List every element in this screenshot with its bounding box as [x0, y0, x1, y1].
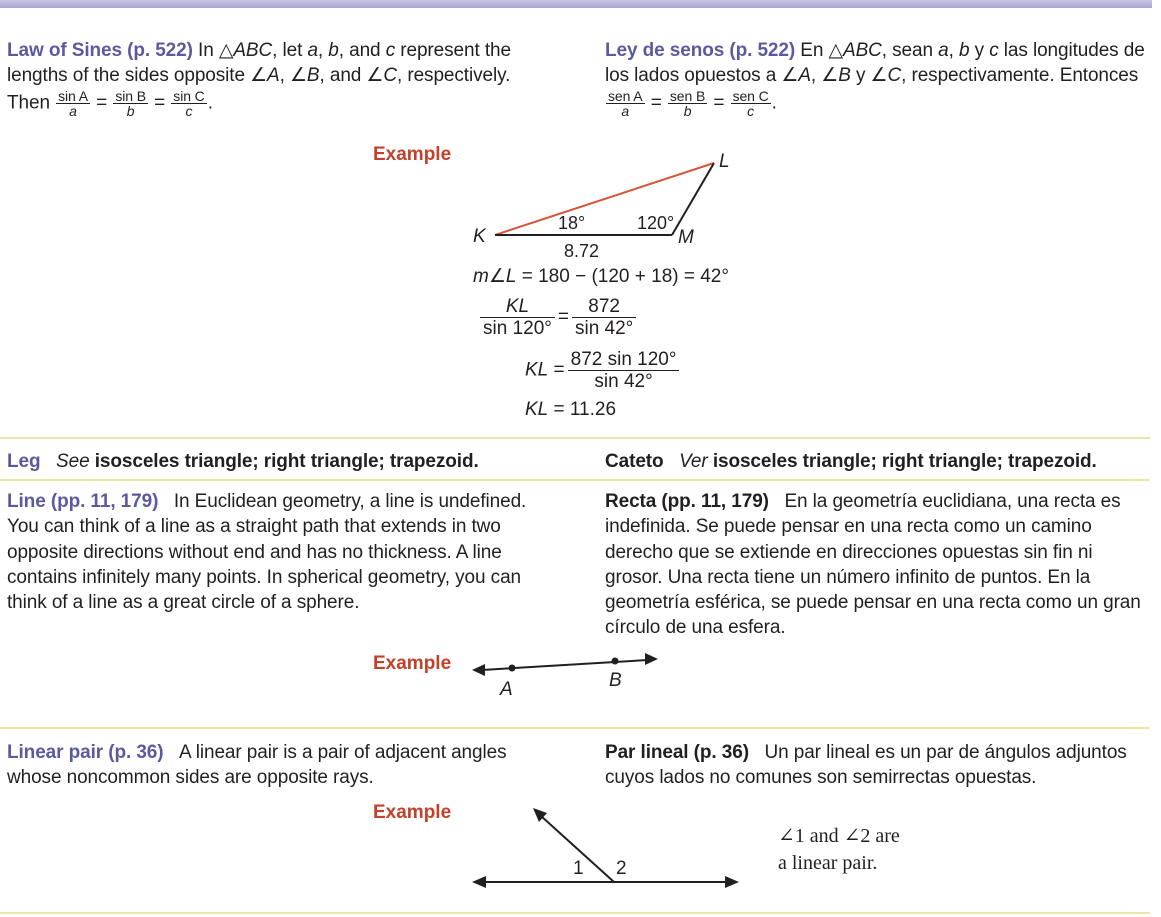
line-english: Line (pp. 11, 179) In Euclidean geometry, a line is undefined. You can think of a line as a straight path that extends in two opposite directions without end and has no thickness. A line contains infinitely many points. In spherical geometry, you can think of a line as a great circle of a sphere. — [7, 491, 527, 614]
linear-pair-arrow-right — [725, 876, 739, 888]
recta-term: Recta (pp. 11, 179) — [605, 491, 769, 512]
point-a-dot — [509, 665, 516, 672]
work-line-kl-expression: KL = $\frac{872 \sin 120^\circ}{\sin 42^\circ}$ — [525, 349, 682, 392]
triangle-side-kl — [495, 163, 714, 235]
example-label-linear-pair: Example — [373, 802, 452, 823]
law-of-sines-spanish: Ley de senos (p. 522) En △ABC, sean a, b y c las longitudes de los lados opuestos a ∠A, ∠B y ∠C, respectivamente. Entonces $\frac{\text{sen A}}{a}$ = $\frac{\text{sen B}}{b}$ = $\frac{\text{sen C}}{c}$ . — [605, 40, 1145, 119]
example-label-line: Example — [373, 653, 452, 674]
linear-pair-term: Linear pair (p. 36) — [7, 742, 164, 763]
sine-ratio-b: $\frac{\text{sin B}}{b}$ — [115, 87, 146, 119]
side-km-label: 8.72 — [564, 241, 600, 261]
point-b-label: B — [609, 670, 622, 691]
vertex-l-label: L — [719, 151, 730, 172]
separator-1 — [0, 437, 1150, 439]
angle-2-label: 2 — [616, 858, 627, 879]
ley-de-senos-term: Ley de senos (p. 522) — [605, 40, 796, 61]
work-line-kl-result: KL = 11.26 — [525, 399, 617, 420]
law-of-sines-english: Law of Sines (p. 522) In △ABC, let a, b, and c represent the lengths of the sides opposite ∠A, ∠B, and ∠C, respectively. Then $\frac{\text{sin A}}{a}$ = $\frac{\text{sin B}}{b}$ = $\frac{\text{sin C}}{c}$ . — [7, 40, 511, 119]
linear-pair-arrow-left — [472, 876, 486, 888]
line-arrow-left — [472, 664, 485, 676]
law-of-sines-term: Law of Sines (p. 522) — [7, 40, 193, 61]
leg-term: Leg — [7, 451, 41, 472]
separator-4 — [0, 912, 1150, 914]
sine-ratio-c: $\frac{\text{sin C}}{c}$ — [173, 87, 205, 119]
vertex-k-label: K — [473, 226, 486, 247]
par-lineal-term: Par lineal (p. 36) — [605, 742, 749, 763]
line-spanish: Recta (pp. 11, 179) En la geometría euclidiana, una recta es indefinida. Se puede pensar en una recta como un camino derecho que se extiende en direcciones opuestas sin fin ni grosor. Una recta tiene un número infinito de puntos. En la geometría esférica, se puede pensar en una recta como un gran círculo de una esfera. — [605, 491, 1141, 639]
separator-2 — [0, 479, 1150, 481]
angle-1-label: 1 — [573, 858, 584, 879]
separator-3 — [0, 727, 1150, 729]
angle-m-label: 120° — [637, 213, 675, 233]
linear-pair-spanish: Par lineal (p. 36) Un par lineal es un par de ángulos adjuntos cuyos lados no comunes son semirrectas opuestas. — [605, 742, 1127, 789]
line-arrow-right — [645, 653, 658, 665]
linear-pair-english: Linear pair (p. 36) A linear pair is a pair of adjacent angles whose noncommon sides are opposite rays. — [7, 742, 507, 789]
sen-ratio-a: $\frac{\text{sen A}}{a}$ — [608, 87, 643, 119]
line-term: Line (pp. 11, 179) — [7, 491, 159, 512]
work-line-angle-l: m∠L = 180 − (120 + 18) = 42° — [473, 266, 729, 287]
example-label-law-of-sines: Example — [373, 144, 452, 165]
line-ab — [482, 660, 648, 670]
linear-pair-caption-line1: ∠1 and ∠2 are — [778, 825, 900, 847]
sen-ratio-c: $\frac{\text{sen C}}{c}$ — [732, 87, 769, 119]
linear-pair-caption-line2: a linear pair. — [778, 852, 878, 874]
leg-spanish: Cateto Ver isosceles triangle; right triangle; trapezoid. — [605, 451, 1097, 472]
sine-ratio-a: $\frac{\text{sin A}}{a}$ — [58, 87, 88, 119]
point-b-dot — [612, 658, 619, 665]
work-line-proportion: $\frac{KL}{\sin 120^\circ}$ = $\frac{872}{\sin 42^\circ}$ — [477, 296, 639, 339]
point-a-label: A — [500, 679, 513, 700]
leg-english: Leg See isosceles triangle; right triangle; trapezoid. — [7, 451, 479, 472]
vertex-m-label: M — [678, 227, 694, 248]
cateto-term: Cateto — [605, 451, 664, 472]
angle-k-label: 18° — [558, 213, 586, 233]
sen-ratio-b: $\frac{\text{sen B}}{b}$ — [669, 87, 706, 119]
